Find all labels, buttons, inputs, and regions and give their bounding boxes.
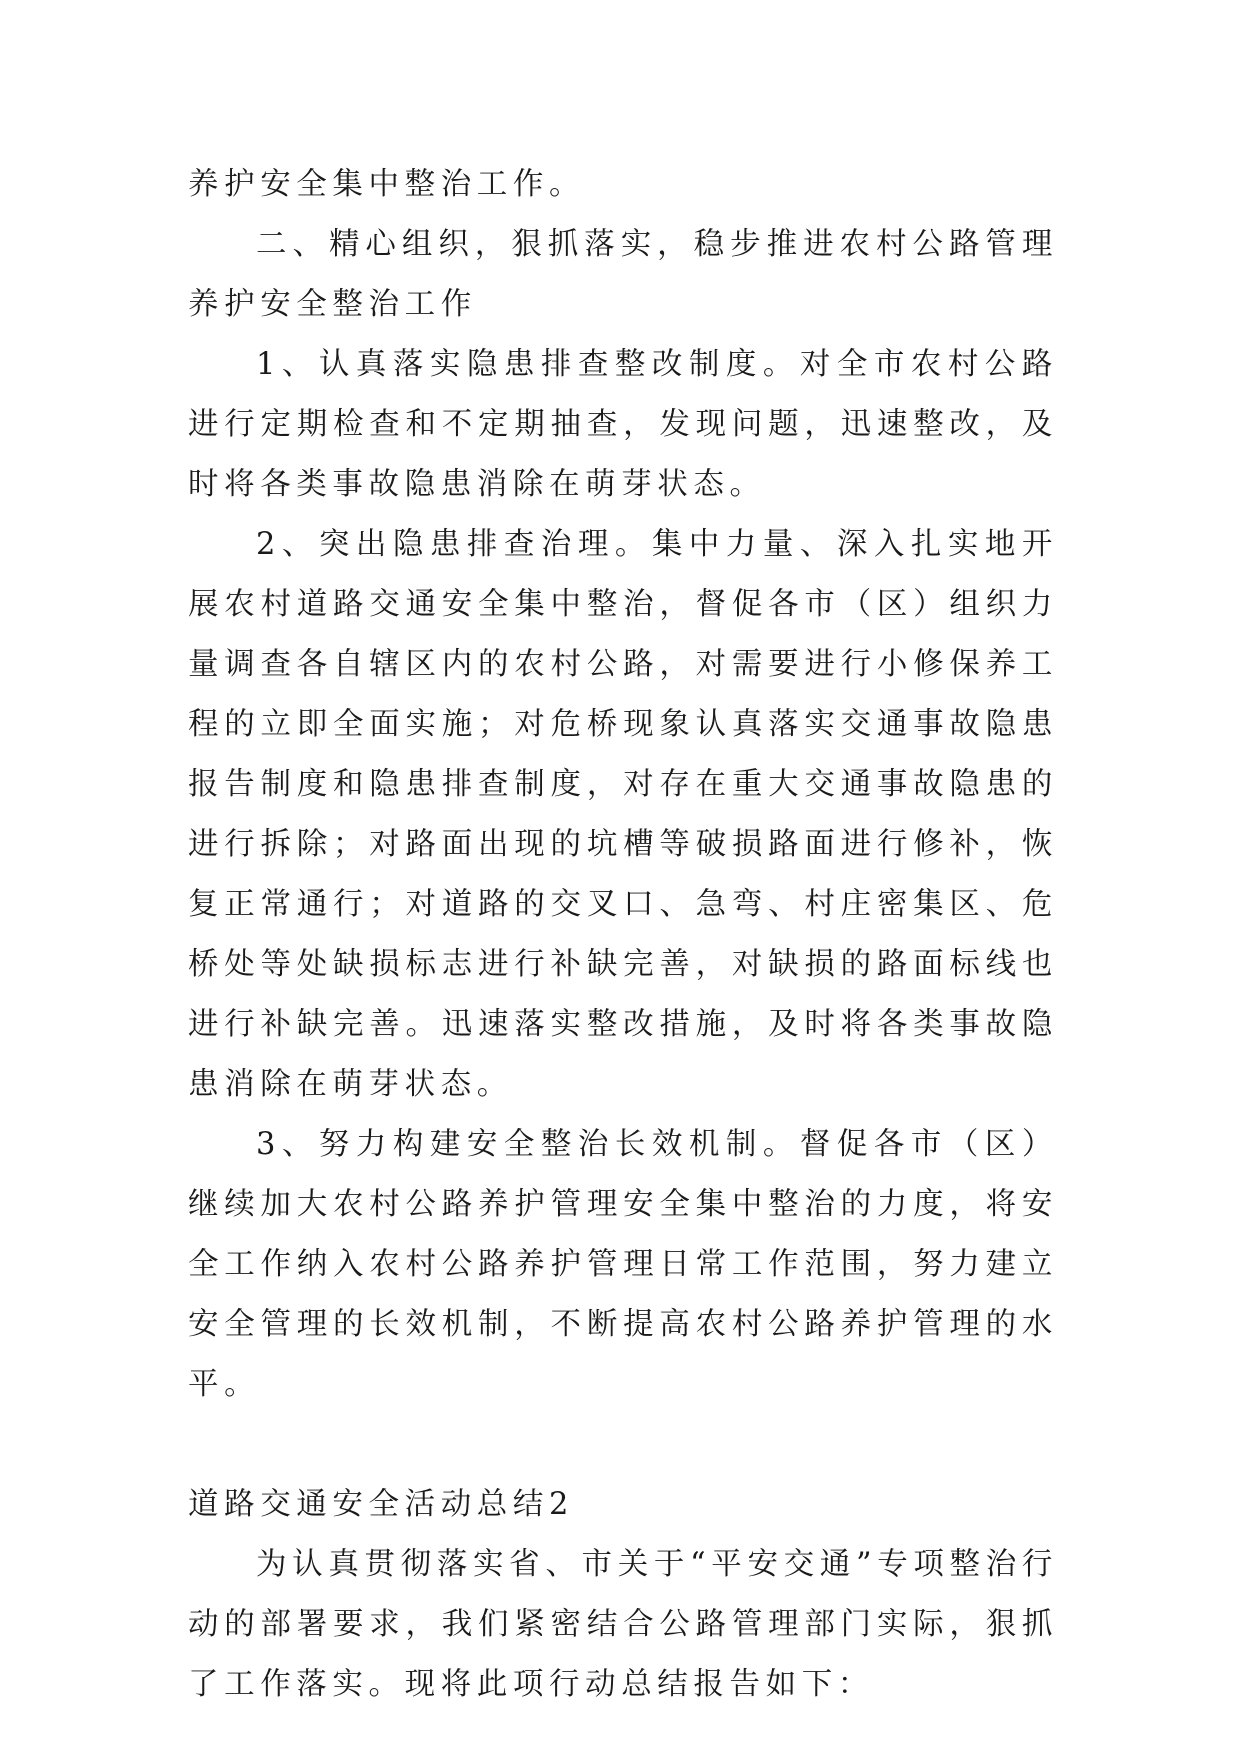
section-title: 道路交通安全活动总结2: [188, 1487, 575, 1522]
document-body: [188, 155, 1058, 1715]
paragraph-continuation: 养护安全集中整治工作。: [188, 167, 586, 202]
paragraph-item-2: 2、突出隐患排查治理。集中力量、深入扎实地开展农村道路交通安全集中整治，督促各市（区）组织力量调查各自辖区内的农村公路，对需要进行小修保养工程的立即全面实施；对危桥现象认真落实交通事故隐患报告制度和隐患排查制度，对存在重大交通事故隐患的进行拆除；对路面出现的坑槽等破损路面进行修补，恢复正常通行；对道路的交叉口、急弯、村庄密集区、危桥处等处缺损标志进行补缺完善，对缺损的路面标线也进行补缺完善。迅速落实整改措施，及时将各类事故隐患消除在萌芽状态。: [188, 527, 1058, 1102]
section-two-heading: 二、精心组织，狠抓落实，稳步推进农村公路管理养护安全整治工作: [188, 227, 1058, 322]
paragraph-item-1: 1、认真落实隐患排查整改制度。对全市农村公路进行定期检查和不定期抽查，发现问题，迅速整改，及时将各类事故隐患消除在萌芽状态。: [188, 347, 1058, 502]
paragraph-item-3: 3、努力构建安全整治长效机制。督促各市（区）继续加大农村公路养护管理安全集中整治的力度，将安全工作纳入农村公路养护管理日常工作范围，努力建立安全管理的长效机制，不断提高农村公路养护管理的水平。: [188, 1127, 1058, 1402]
section-intro-paragraph: 为认真贯彻落实省、市关于“平安交通”专项整治行动的部署要求，我们紧密结合公路管理部门实际，狠抓了工作落实。现将此项行动总结报告如下：: [188, 1547, 1058, 1702]
